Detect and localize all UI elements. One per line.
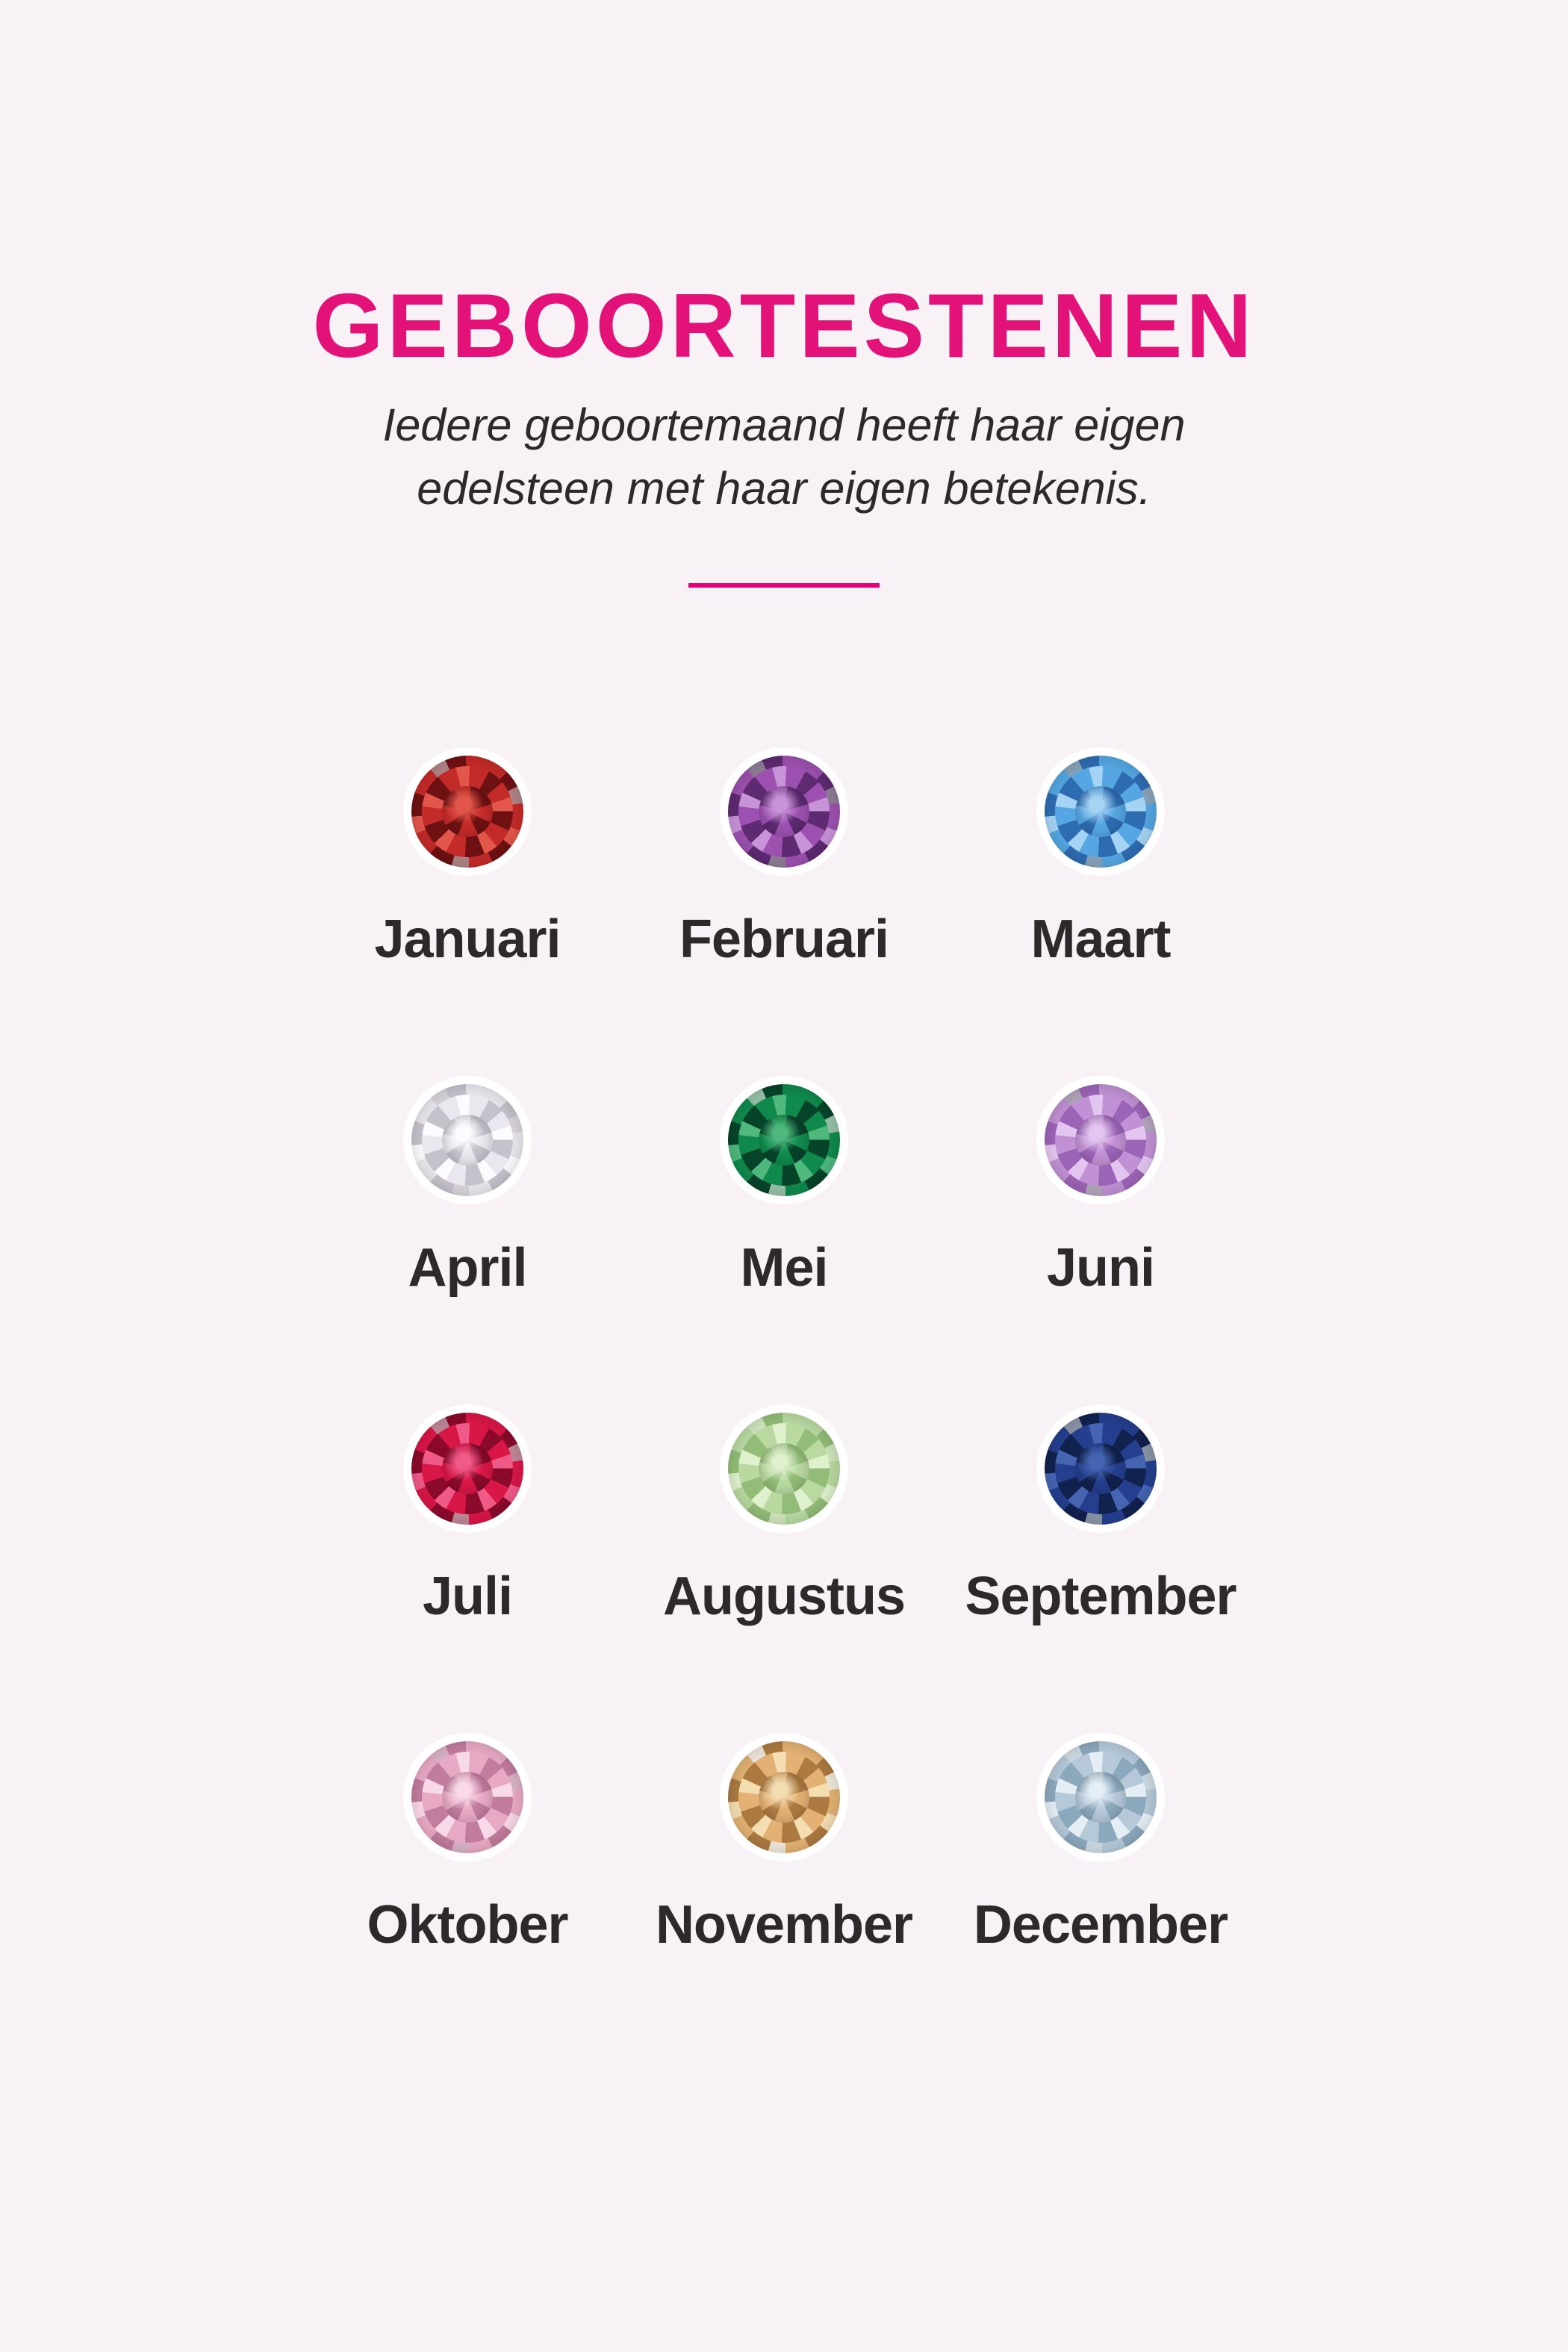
month-label-januari: Januari — [374, 909, 561, 969]
blue-aquamarine-gem-icon — [1045, 756, 1157, 868]
white-ring — [720, 1404, 848, 1533]
pale-blue-topaz-gem-icon — [1045, 1741, 1157, 1853]
green-emerald-gem-icon — [728, 1084, 840, 1196]
month-label-oktober: Oktober — [367, 1895, 568, 1955]
month-label-september: September — [965, 1567, 1236, 1626]
birthstone-cell-oktober — [309, 1733, 626, 2062]
red-ruby-gem-icon — [411, 1413, 523, 1525]
month-label-februari: Februari — [679, 909, 889, 969]
birthstone-cell-juni — [942, 1076, 1259, 1404]
birthstone-cell-mei — [626, 1076, 942, 1404]
birthstone-cell-augustus — [626, 1404, 942, 1733]
divider-line — [688, 583, 880, 588]
dark-blue-sapphire-gem-icon — [1045, 1413, 1157, 1525]
white-ring — [1036, 1076, 1165, 1204]
birthstone-cell-februari — [626, 747, 942, 1076]
white-ring — [1036, 1733, 1165, 1861]
month-label-november: November — [655, 1895, 913, 1955]
month-label-april: April — [408, 1238, 527, 1298]
lilac-alexandrite-gem-icon — [1045, 1084, 1157, 1196]
white-ring — [1036, 1404, 1165, 1533]
white-ring — [403, 1076, 532, 1204]
page-title: GEBOORTESTENEN — [312, 275, 1256, 376]
purple-amethyst-gem-icon — [728, 756, 840, 868]
month-label-juli: Juli — [422, 1567, 513, 1626]
golden-topaz-gem-icon — [728, 1741, 840, 1853]
month-label-mei: Mei — [740, 1238, 828, 1298]
birthstone-cell-september — [942, 1404, 1259, 1733]
birthstone-cell-januari — [309, 747, 626, 1076]
white-ring — [720, 747, 848, 876]
white-diamond-gem-icon — [411, 1084, 523, 1196]
white-ring — [1036, 747, 1165, 876]
white-ring — [403, 1733, 532, 1861]
month-label-juni: Juni — [1046, 1238, 1154, 1298]
birthstone-grid — [309, 747, 1259, 2062]
pink-tourmaline-gem-icon — [411, 1741, 523, 1853]
month-label-december: December — [973, 1895, 1228, 1955]
white-ring — [720, 1733, 848, 1861]
month-label-augustus: Augustus — [663, 1567, 905, 1626]
white-ring — [403, 1404, 532, 1533]
birthstone-cell-maart — [942, 747, 1259, 1076]
white-ring — [403, 747, 532, 876]
subtitle-line-1: Iedere geboortemaand heeft haar eigen — [382, 399, 1186, 450]
subtitle-line-2: edelsteen met haar eigen betekenis. — [417, 463, 1151, 514]
birthstone-cell-november — [626, 1733, 942, 2062]
month-label-maart: Maart — [1030, 909, 1171, 969]
white-ring — [720, 1076, 848, 1204]
red-garnet-gem-icon — [411, 756, 523, 868]
birthstone-cell-april — [309, 1076, 626, 1404]
birthstone-cell-juli — [309, 1404, 626, 1733]
subtitle — [382, 393, 1185, 520]
light-green-peridot-gem-icon — [728, 1413, 840, 1525]
birthstone-cell-december — [942, 1733, 1259, 2062]
